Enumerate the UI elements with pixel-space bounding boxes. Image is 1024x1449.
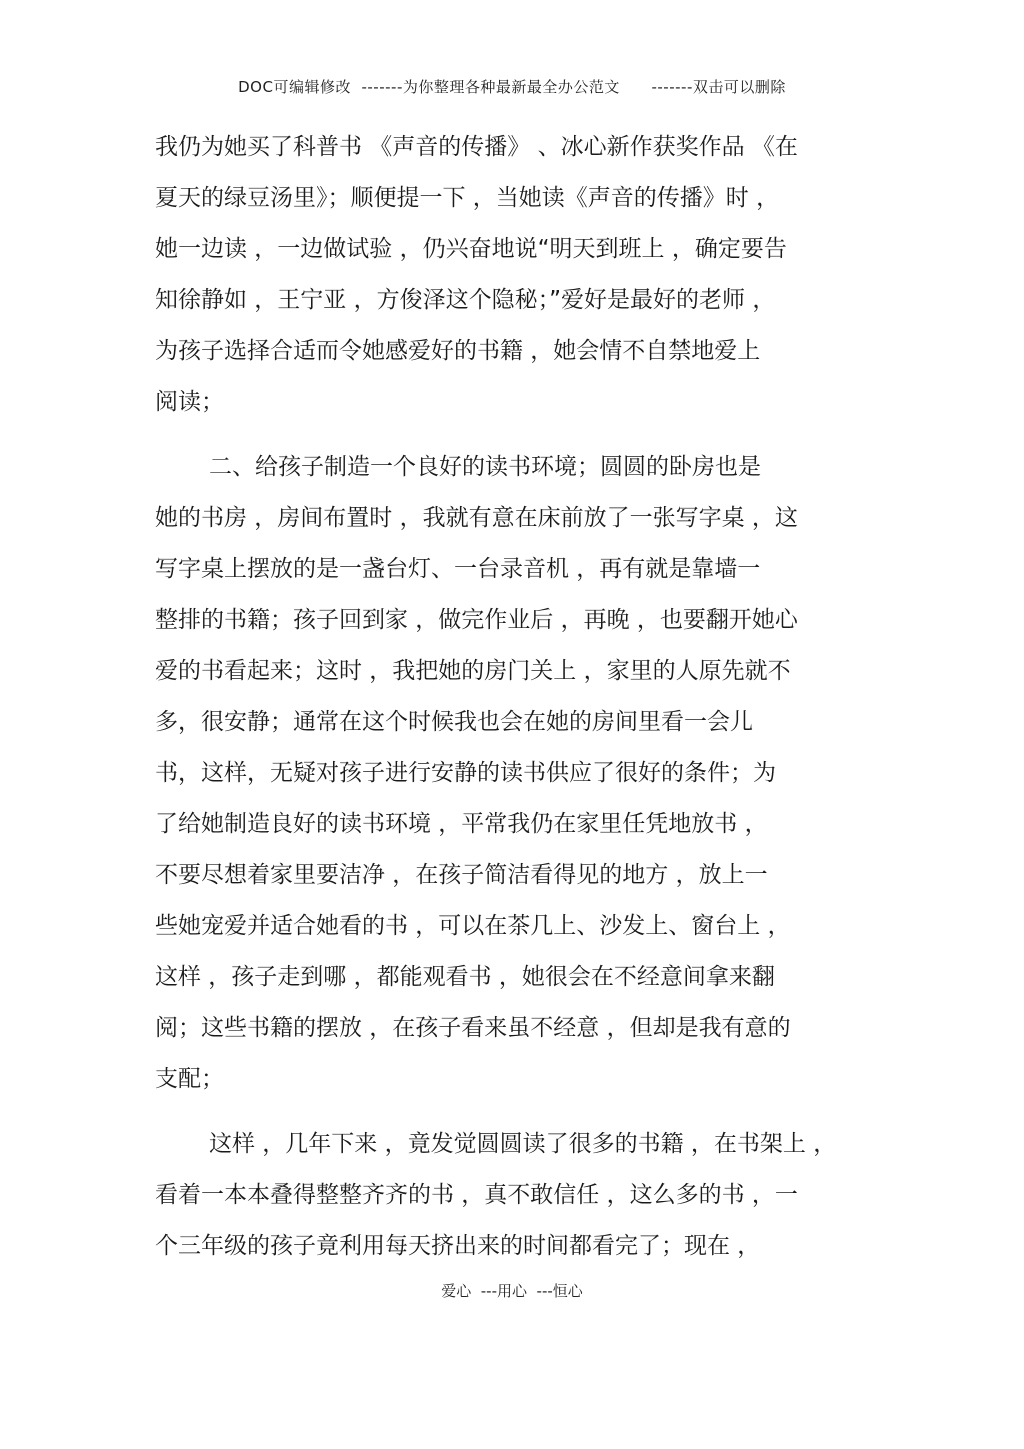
text-line: 个三年级的孩子竟利用每天挤出来的时间都看完了；现在 ， [155, 1233, 761, 1259]
text-line: 了给她制造良好的读书环境 ，平常我仍在家里任凭地放书 ， [155, 811, 768, 837]
text-line: 她一边读 ，一边做试验 ，仍兴奋地说“明天到班上 ，确定要告 [155, 236, 787, 262]
text-line: 写字桌上摆放的是一盏台灯、一台录音机 ，再有就是靠墙一 [155, 556, 761, 582]
text-line: 些她宠爱并适合她看的书 ，可以在茶几上、沙发上、窗台上 ， [155, 913, 791, 939]
page-footer: 爱心 ---用心 ---恒心 [441, 1282, 583, 1300]
text-line: 看着一本本叠得整整齐齐的书 ，真不敢信任 ，这么多的书 ，一 [155, 1182, 798, 1208]
text-line: 阅读； [155, 389, 224, 415]
text-line: 这样 ，孩子走到哪 ，都能观看书 ，她很会在不经意间拿来翻 [155, 964, 775, 990]
text-line: 整排的书籍；孩子回到家 ，做完作业后 ，再晚 ，也要翻开她心 [155, 607, 798, 633]
page-header: DOC可编辑修改 -------为你整理各种最新最全办公范文 -------双击可以删除 [238, 78, 786, 96]
text-line: 二、给孩子制造一个良好的读书环境；圆圆的卧房也是 [209, 454, 761, 480]
text-line: 书，这样，无疑对孩子进行安静的读书供应了很好的条件；为 [155, 760, 776, 786]
text-line: 多，很安静；通常在这个时候我也会在她的房间里看一会儿 [155, 709, 753, 735]
text-line: 夏天的绿豆汤里》；顺便提一下 ，当她读《声音的传播》时 ， [155, 185, 780, 211]
text-line: 为孩子选择合适而令她感爱好的书籍 ，她会情不自禁地爱上 [155, 338, 761, 364]
text-line: 知徐静如 ，王宁亚 ，方俊泽这个隐秘；”爱好是最好的老师 ， [155, 287, 776, 313]
text-line: 她的书房 ，房间布置时 ，我就有意在床前放了一张写字桌 ，这 [155, 505, 798, 531]
document-body [155, 122, 875, 1272]
paragraph-2 [155, 442, 875, 1105]
text-line: 这样 ，几年下来 ，竟发觉圆圆读了很多的书籍 ，在书架上 ， [209, 1131, 837, 1157]
text-line: 我仍为她买了科普书 《声音的传播》 、冰心新作获奖作品 《在 [155, 134, 798, 160]
text-line: 不要尽想着家里要洁净 ，在孩子简洁看得见的地方 ，放上一 [155, 862, 768, 888]
paragraph-3 [155, 1119, 875, 1272]
text-line: 阅；这些书籍的摆放 ，在孩子看来虽不经意 ，但却是我有意的 [155, 1015, 791, 1041]
text-line: 支配； [155, 1066, 224, 1092]
paragraph-1 [155, 122, 875, 428]
text-line: 爱的书看起来；这时 ，我把她的房门关上 ，家里的人原先就不 [155, 658, 791, 684]
